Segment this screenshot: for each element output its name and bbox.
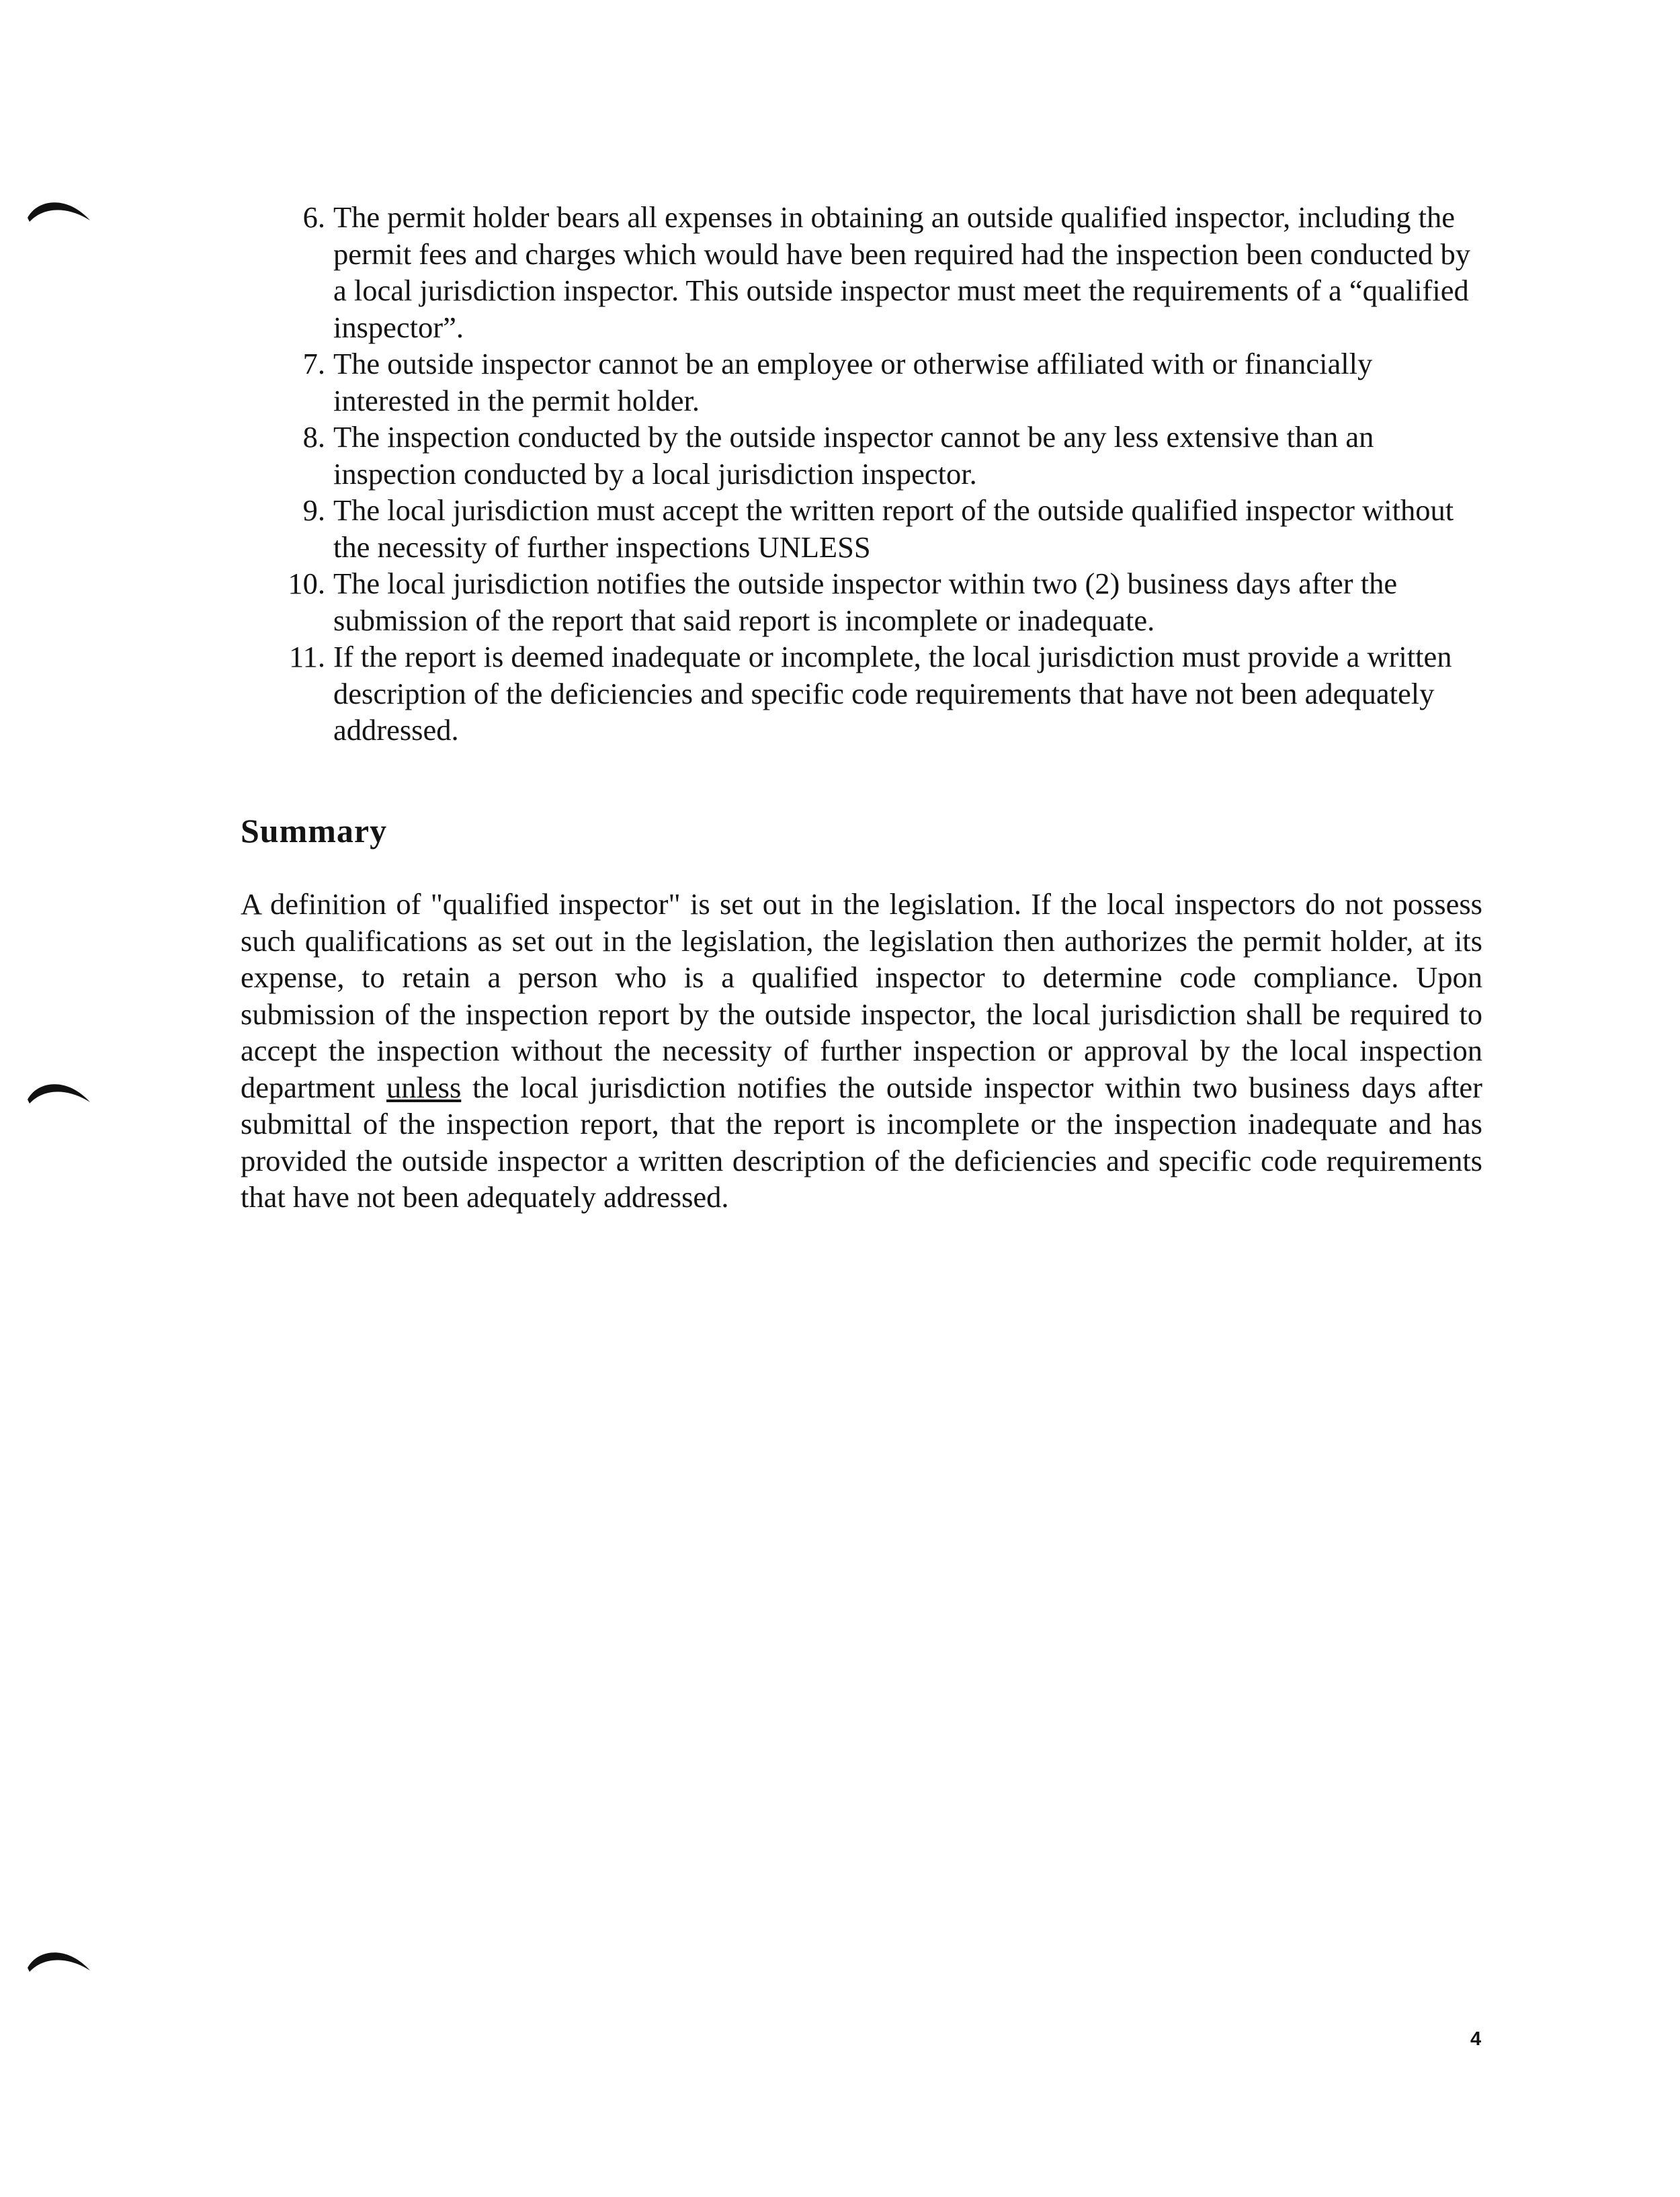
- list-item-text: The inspection conducted by the outside inspector cannot be any less extensive than an inspection conducted by a local jurisdiction inspector.: [333, 420, 1374, 491]
- list-item-number: 6.: [302, 200, 325, 234]
- list-item: [276, 419, 1485, 492]
- list-item-text: The local jurisdiction must accept the written report of the outside qualified inspector without the necessity of further inspections UNLESS: [333, 493, 1454, 564]
- requirements-list: [276, 199, 1485, 749]
- punch-hole-mark-icon: [26, 1944, 93, 1973]
- summary-paragraph: [241, 886, 1482, 1216]
- list-item: [276, 565, 1485, 638]
- list-item-text: If the report is deemed inadequate or incomplete, the local jurisdiction must provide a written description of the deficiencies and specific code requirements that have not been adequately addressed.: [333, 640, 1452, 747]
- list-item-number: 11.: [289, 640, 325, 673]
- list-item-number: 7.: [302, 347, 325, 380]
- list-item: [276, 345, 1485, 419]
- list-item-text: The outside inspector cannot be an employee or otherwise affiliated with or financially interested in the permit holder.: [333, 347, 1373, 417]
- list-item-number: 10.: [288, 567, 325, 600]
- list-item: [276, 199, 1485, 345]
- list-item-text: The local jurisdiction notifies the outside inspector within two (2) business days after the submission of the report that said report is incomplete or inadequate.: [333, 567, 1398, 637]
- summary-text-before: A definition of "qualified inspector" is set out in the legislation. If the local inspectors do not possess such qualifications as set out in the legislation, the legislation then authorizes the permit holder, at its expense, to retain a person who is a qualified inspector to determine code compliance. Upon submission of the inspection report by the outside inspector, the local jurisdiction shall be required to accept the inspection without the necessity of further inspection or approval by the local inspection department: [241, 887, 1482, 1104]
- summary-underlined-word: unless: [386, 1070, 462, 1104]
- list-item-text: The permit holder bears all expenses in obtaining an outside qualified inspector, including the permit fees and charges which would have been required had the inspection been conducted by a local jurisdiction inspector. This outside inspector must meet the requirements of a “qualified inspector”.: [333, 200, 1471, 344]
- summary-heading: Summary: [241, 812, 388, 849]
- list-item: [276, 492, 1485, 565]
- page-number: 4: [1470, 2028, 1482, 2050]
- list-item: [276, 638, 1485, 749]
- punch-hole-mark-icon: [26, 194, 93, 223]
- list-item-number: 8.: [302, 420, 325, 454]
- list-item-number: 9.: [302, 493, 325, 527]
- summary-text-after: the local jurisdiction notifies the outside inspector within two business days after submittal of the inspection report, that the report is incomplete or the inspection inadequate and has provided the outside inspector a written description of the deficiencies and specific code requirements that have not been adequately addressed.: [241, 1070, 1483, 1214]
- punch-hole-mark-icon: [26, 1075, 93, 1105]
